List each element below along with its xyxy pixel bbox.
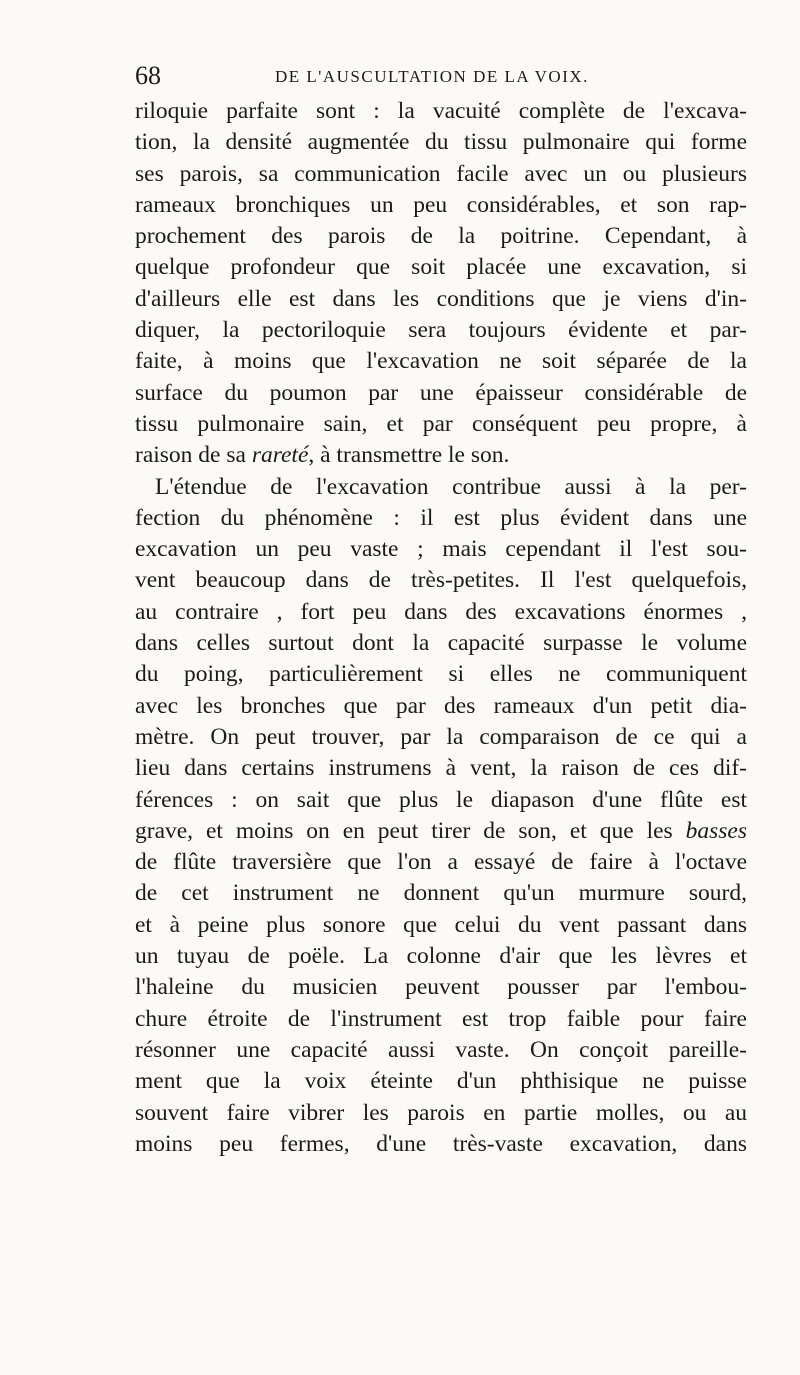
text-line (135, 409, 747, 440)
text-line (135, 659, 747, 690)
italic-term: basses (685, 817, 747, 844)
text-segment: riloquie parfaite sont : la vacuité complète de l'excava- (135, 98, 747, 124)
text-segment: diquer, la pectoriloquie sera toujours évidente et par- (135, 317, 747, 344)
text-line (135, 753, 747, 784)
text-line (135, 785, 747, 816)
text-segment: férences : on sait que plus le diapason d'une flûte est (135, 786, 747, 813)
text-segment: lieu dans certains instrumens à vent, la raison de ces dif- (135, 755, 747, 782)
text-line (135, 221, 747, 252)
text-segment: résonner une capacité aussi vaste. On conçoit pareille- (135, 1036, 747, 1063)
text-line (135, 816, 747, 847)
body-text (135, 96, 747, 1160)
text-segment: mètre. On peut trouver, par la comparaison de ce qui a (135, 723, 747, 750)
text-line (135, 534, 747, 565)
text-line (135, 503, 747, 534)
text-segment: vent beaucoup dans de très-petites. Il l'est quelquefois, (135, 567, 747, 594)
text-line (135, 252, 747, 283)
text-segment: de flûte traversière que l'on a essayé de faire à l'octave (135, 849, 747, 876)
text-line (135, 910, 747, 941)
text-line (135, 722, 747, 753)
italic-term: rareté (251, 442, 309, 469)
text-line (135, 346, 747, 377)
text-segment: , à transmettre le son. (308, 442, 510, 469)
text-line (135, 691, 747, 722)
text-segment: fection du phénomène : il est plus évident dans une (135, 504, 747, 531)
text-segment: l'haleine du musicien peuvent pousser par l'embou- (135, 974, 747, 1001)
text-line (135, 190, 747, 221)
text-line (135, 378, 747, 409)
text-line (135, 1035, 747, 1066)
text-line (135, 878, 747, 909)
text-segment: ment que la voix éteinte d'un phthisique ne puisse (135, 1068, 747, 1095)
running-head (135, 62, 745, 90)
text-line (135, 96, 747, 127)
text-segment: moins peu fermes, d'une très-vaste excavation, dans (135, 1130, 747, 1157)
text-line (135, 565, 747, 596)
text-line (135, 847, 747, 878)
text-segment: chure étroite de l'instrument est trop faible pour faire (135, 1005, 747, 1032)
text-segment: tissu pulmonaire sain, et par conséquent peu propre, à (135, 410, 747, 437)
text-line (135, 472, 747, 503)
text-segment: faite, à moins que l'excavation ne soit séparée de la (135, 348, 747, 375)
text-line (135, 127, 747, 158)
text-line (135, 972, 747, 1003)
text-segment: un tuyau de poële. La colonne d'air que les lèvres et (135, 943, 747, 970)
text-line (135, 1129, 747, 1160)
text-line (135, 440, 747, 471)
text-line (135, 597, 747, 628)
text-segment: grave, et moins on en peut tirer de son, et que les (135, 817, 686, 844)
page-number: 68 (135, 61, 161, 90)
text-segment: souvent faire vibrer les parois en partie molles, ou au (135, 1099, 747, 1126)
text-line (135, 1004, 747, 1035)
text-segment: dans celles surtout dont la capacité surpasse le volume (135, 630, 747, 657)
text-segment: et à peine plus sonore que celui du vent passant dans (135, 911, 747, 938)
text-line (135, 284, 747, 315)
text-segment: surface du poumon par une épaisseur considérable de (135, 379, 747, 406)
text-segment: au contraire , fort peu dans des excavations énormes , (135, 598, 747, 625)
text-segment: prochement des parois de la poitrine. Cependant, à (135, 223, 747, 250)
running-title: DE L'AUSCULTATION DE LA VOIX. (275, 67, 589, 86)
text-line (135, 1098, 747, 1129)
text-segment: raison de sa (135, 442, 252, 469)
text-line (135, 941, 747, 972)
text-line (135, 315, 747, 346)
text-segment: tion, la densité augmentée du tissu pulmonaire qui forme (135, 129, 747, 156)
text-segment: avec les bronches que par des rameaux d'un petit dia- (135, 692, 747, 719)
text-line (135, 159, 747, 190)
text-segment: ses parois, sa communication facile avec un ou plusieurs (135, 160, 747, 187)
text-segment: L'étendue de l'excavation contribue aussi à la per- (155, 473, 747, 500)
text-segment: quelque profondeur que soit placée une excavation, si (135, 254, 747, 281)
text-segment: de cet instrument ne donnent qu'un murmure sourd, (135, 880, 747, 907)
text-segment: excavation un peu vaste ; mais cependant il l'est sou- (135, 536, 747, 563)
text-line (135, 1066, 747, 1097)
text-segment: du poing, particulièrement si elles ne communiquent (135, 661, 747, 688)
text-line (135, 628, 747, 659)
text-segment: rameaux bronchiques un peu considérables, et son rap- (135, 191, 747, 218)
text-segment: d'ailleurs elle est dans les conditions que je viens d'in- (135, 285, 747, 312)
